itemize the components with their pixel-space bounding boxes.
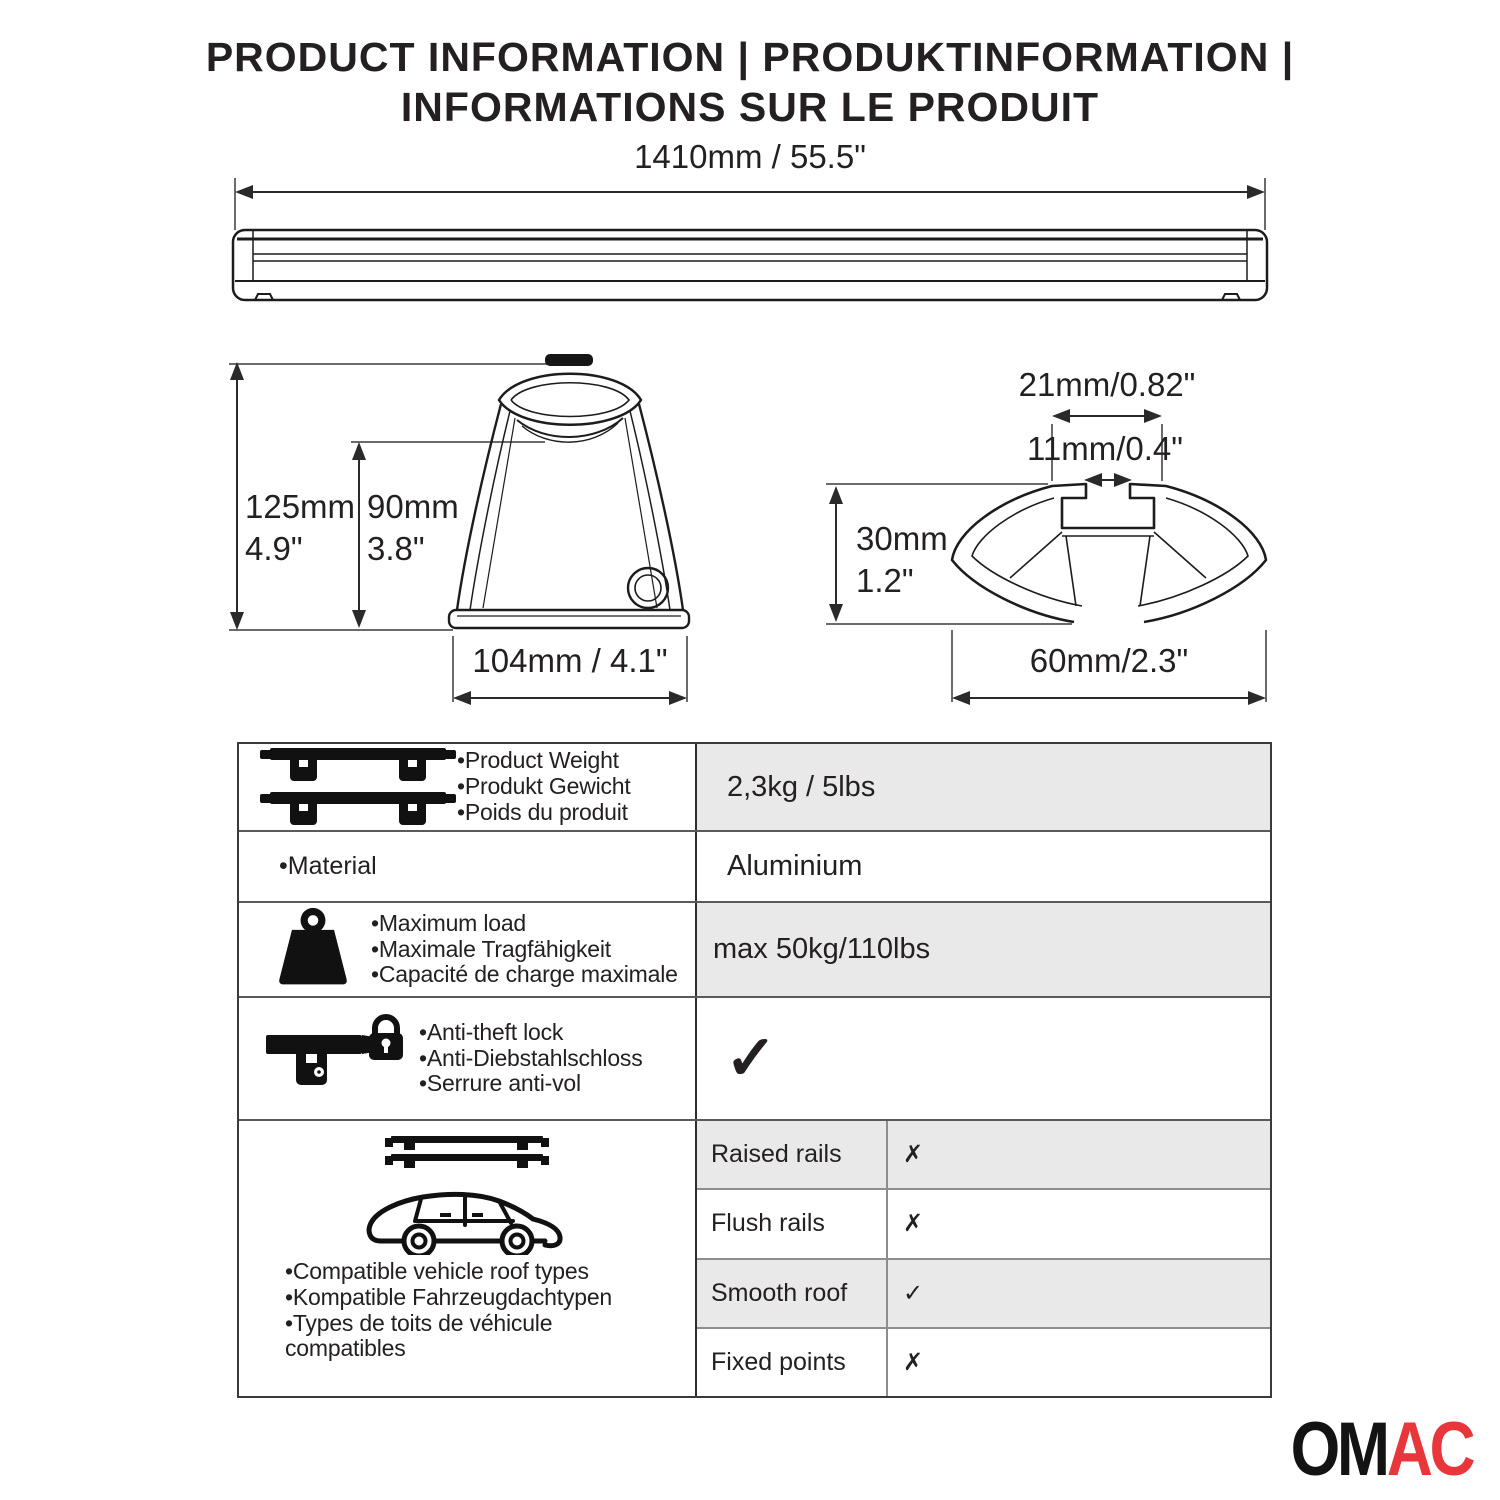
roof-type-row-flush-rails	[697, 1188, 1270, 1257]
roof-type-row-fixed-points	[697, 1327, 1270, 1396]
label-maximum-load-en: •Maximum load	[371, 909, 526, 936]
roof-type-label: Fixed points	[697, 1329, 888, 1396]
table-row-product-weight	[239, 744, 1270, 830]
foot-total-height-mm-label: 125mm	[245, 488, 356, 525]
anti-theft-lock-icon	[260, 1009, 408, 1109]
maximum-load-label-cell	[239, 903, 697, 996]
weight-icon	[268, 906, 358, 994]
label-roof-types-fr: •Types de toits de véhicule compatibles	[285, 1309, 553, 1362]
foot-total-height-in-label: 4.9"	[245, 530, 303, 567]
table-row-maximum-load	[239, 901, 1270, 996]
table-row-roof-types	[239, 1119, 1270, 1396]
roof-type-label: Smooth roof	[697, 1260, 888, 1327]
label-material: •Material	[279, 852, 377, 880]
crossbar-profile-diagram	[800, 348, 1320, 720]
maximum-load-value: max 50kg/110lbs	[713, 933, 931, 965]
anti-theft-checkmark: ✓	[725, 1023, 777, 1093]
label-product-weight-fr: •Poids du produit	[457, 798, 628, 825]
foot-base-width-label: 104mm / 4.1"	[472, 642, 668, 679]
product-weight-labels	[457, 748, 631, 825]
page-title	[0, 32, 1500, 132]
foot-lock-cylinder	[628, 568, 668, 608]
label-maximum-load-fr: •Capacité de charge maximale	[371, 961, 678, 988]
profile-height-mm-label: 30mm	[856, 520, 948, 557]
roof-type-label: Raised rails	[697, 1121, 888, 1188]
spec-table	[237, 742, 1272, 1398]
omac-logo-red-part: AC	[1386, 1407, 1472, 1492]
foot-clamp-height-in-label: 3.8"	[367, 530, 425, 567]
omac-logo-black-part: OM	[1290, 1407, 1387, 1492]
roof-types-matrix	[697, 1121, 1270, 1396]
page-title-line1: PRODUCT INFORMATION | PRODUKTINFORMATION |	[205, 34, 1295, 80]
bar-length-dimension-label: 1410mm / 55.5"	[634, 138, 866, 175]
maximum-load-value-cell	[697, 903, 1270, 996]
table-row-anti-theft-lock	[239, 996, 1270, 1119]
roof-type-row-raised-rails	[697, 1121, 1270, 1188]
anti-theft-labels	[419, 1020, 643, 1097]
maximum-load-labels	[371, 911, 678, 988]
anti-theft-label-cell	[239, 998, 697, 1119]
foot-clamp-height-mm-label: 90mm	[367, 488, 459, 525]
material-label-cell	[239, 832, 697, 901]
label-anti-theft-en: •Anti-theft lock	[419, 1018, 564, 1045]
roof-type-mark: ✗	[903, 1348, 924, 1376]
roof-type-mark: ✓	[903, 1279, 924, 1307]
roof-type-mark: ✗	[903, 1210, 924, 1238]
roof-rack-bars-icon	[260, 748, 456, 826]
roof-type-row-smooth-roof	[697, 1258, 1270, 1327]
mounting-foot-diagram	[215, 348, 715, 720]
material-value: Aluminium	[727, 850, 863, 882]
omac-logo	[1290, 1407, 1472, 1492]
crossbar-side-view	[233, 230, 1267, 300]
roof-types-label-cell	[239, 1121, 697, 1396]
product-weight-label-cell	[239, 744, 697, 830]
label-maximum-load-de: •Maximale Tragfähigkeit	[371, 935, 611, 962]
profile-width-label: 60mm/2.3"	[1029, 642, 1189, 679]
label-product-weight-en: •Product Weight	[457, 747, 619, 774]
crossbar-length-diagram	[225, 138, 1275, 310]
roof-types-labels	[285, 1259, 657, 1362]
label-anti-theft-de: •Anti-Diebstahlschloss	[419, 1044, 643, 1071]
label-anti-theft-fr: •Serrure anti-vol	[419, 1070, 581, 1097]
page-title-line2: INFORMATIONS SUR LE PRODUIT	[400, 84, 1100, 131]
roof-type-mark: ✗	[903, 1141, 924, 1169]
product-weight-value-cell	[697, 744, 1270, 830]
profile-slot-outer-label: 21mm/0.82"	[1018, 366, 1196, 403]
material-value-cell	[697, 832, 1270, 901]
label-product-weight-de: •Produkt Gewicht	[457, 773, 631, 800]
roof-type-label: Flush rails	[697, 1190, 888, 1257]
anti-theft-value-cell	[697, 998, 1270, 1119]
label-roof-types-de: •Kompatible Fahrzeugdachtypen	[285, 1283, 613, 1310]
mounting-foot-drawing	[449, 354, 689, 628]
car-roof-rack-icon	[364, 1133, 570, 1255]
label-roof-types-en: •Compatible vehicle roof types	[285, 1258, 589, 1284]
product-weight-value: 2,3kg / 5lbs	[727, 770, 876, 803]
profile-slot-inner-label: 11mm/0.4"	[1027, 430, 1183, 467]
profile-cross-section-drawing	[952, 484, 1266, 622]
profile-height-in-label: 1.2"	[856, 562, 914, 599]
table-row-material	[239, 830, 1270, 901]
